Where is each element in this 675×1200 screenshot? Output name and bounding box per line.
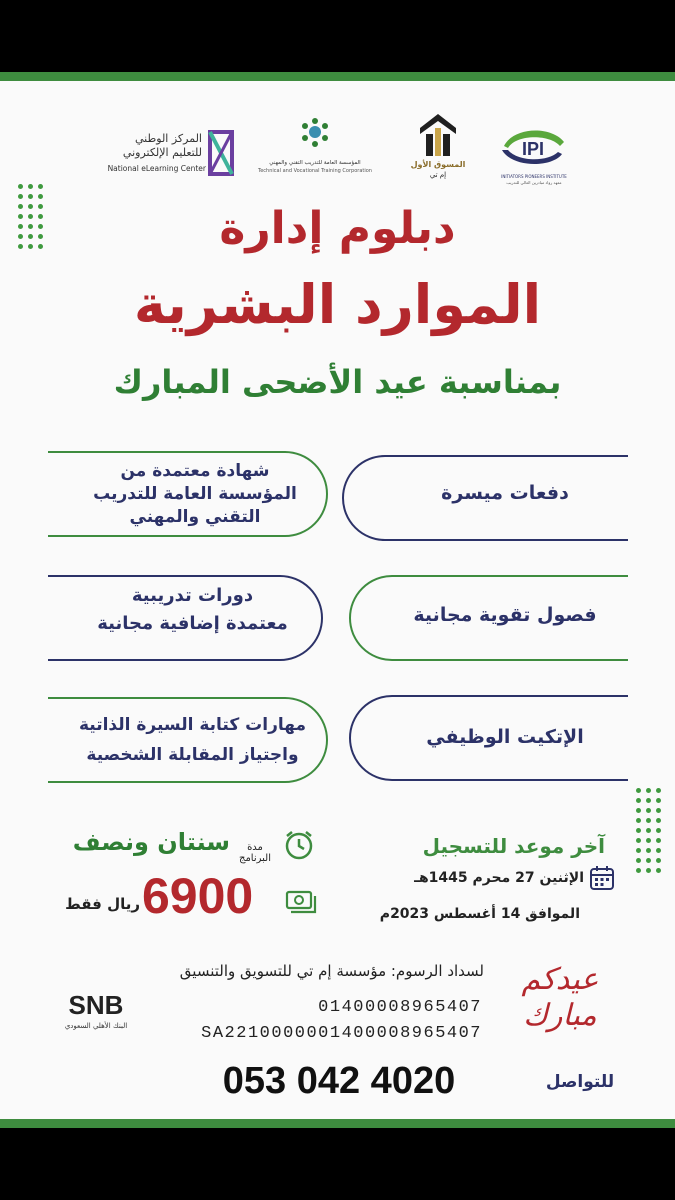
duration-label: مدة البرنامج — [238, 842, 271, 864]
nelc-ar-2: للتعليم الإلكتروني — [122, 146, 202, 159]
calendar-icon — [588, 864, 616, 892]
account-number: 01400008965407 — [318, 998, 482, 1017]
occasion-text: بمناسبة عيد الأضحى المبارك — [113, 363, 562, 401]
ipi-ar: معهد رواد مبادرين العالي للتدريب — [506, 180, 562, 185]
tvtc-en: Technical and Vocational Training Corporation — [258, 168, 372, 174]
registration-line2: الموافق 14 أغسطس 2023م — [379, 906, 580, 922]
price-value: 6900 — [142, 868, 254, 924]
nelc-ar-1: المركز الوطني — [135, 132, 202, 145]
greeting-calligraphy: عيدكم مبارك — [521, 962, 599, 1033]
feature-certificate-l1: شهادة معتمدة من — [120, 461, 270, 481]
feature-payments: دفعات ميسرة — [441, 482, 569, 504]
feature-courses-l2: معتمدة إضافية مجانية — [97, 613, 288, 634]
nelc-en: National eLearning Center — [107, 164, 206, 173]
feature-cv-l2: واجتياز المقابلة الشخصية — [86, 745, 299, 765]
snb-ar: البنك الأهلي السعودي — [64, 1022, 128, 1030]
snb-logo: SNB — [68, 990, 124, 1020]
iban-number: SA2210000001400008965407 — [201, 1024, 482, 1043]
mt-ar2: إم تي — [429, 171, 447, 179]
alarm-clock-icon — [282, 828, 316, 862]
feature-cv — [55, 710, 330, 770]
money-icon — [284, 884, 318, 918]
tvtc-ar: المؤسسة العامة للتدريب التقني والمهني — [269, 160, 361, 166]
price-currency: ريال فقط — [65, 895, 140, 913]
duration-value: سنتان ونصف — [72, 828, 230, 856]
title-line1: دبلوم إدارة — [219, 203, 456, 254]
phone-number: 053 042 4020 — [222, 1060, 456, 1102]
feature-etiquette: الإتكيت الوظيفي — [426, 726, 584, 748]
feature-certificate-l2: المؤسسة العامة للتدريب — [93, 484, 297, 504]
feature-cv-l1: مهارات كتابة السيرة الذاتية — [78, 715, 307, 735]
registration-heading: آخر موعد للتسجيل — [422, 834, 605, 858]
svg-text:IPI: IPI — [521, 139, 545, 159]
mt-ar: المسوق الأول — [410, 160, 466, 169]
poster — [0, 72, 675, 1128]
registration-line1: الإثنين 27 محرم 1445هـ — [414, 870, 584, 886]
title-line2: الموارد البشرية — [133, 273, 542, 336]
feature-courses-l1: دورات تدريبية — [131, 585, 254, 606]
feature-certificate — [60, 460, 330, 529]
ipi-en: INITIATORS PIONEERS INSTITUTE — [501, 174, 567, 179]
feature-classes: فصول تقوية مجانية — [413, 604, 597, 626]
bottom-green-band — [0, 1119, 675, 1128]
contact-label: للتواصل — [545, 1072, 615, 1092]
feature-courses — [60, 582, 325, 638]
feature-certificate-l3: التقني والمهني — [129, 507, 261, 527]
payment-label: لسداد الرسوم: مؤسسة إم تي للتسويق والتنسيق — [179, 962, 484, 980]
